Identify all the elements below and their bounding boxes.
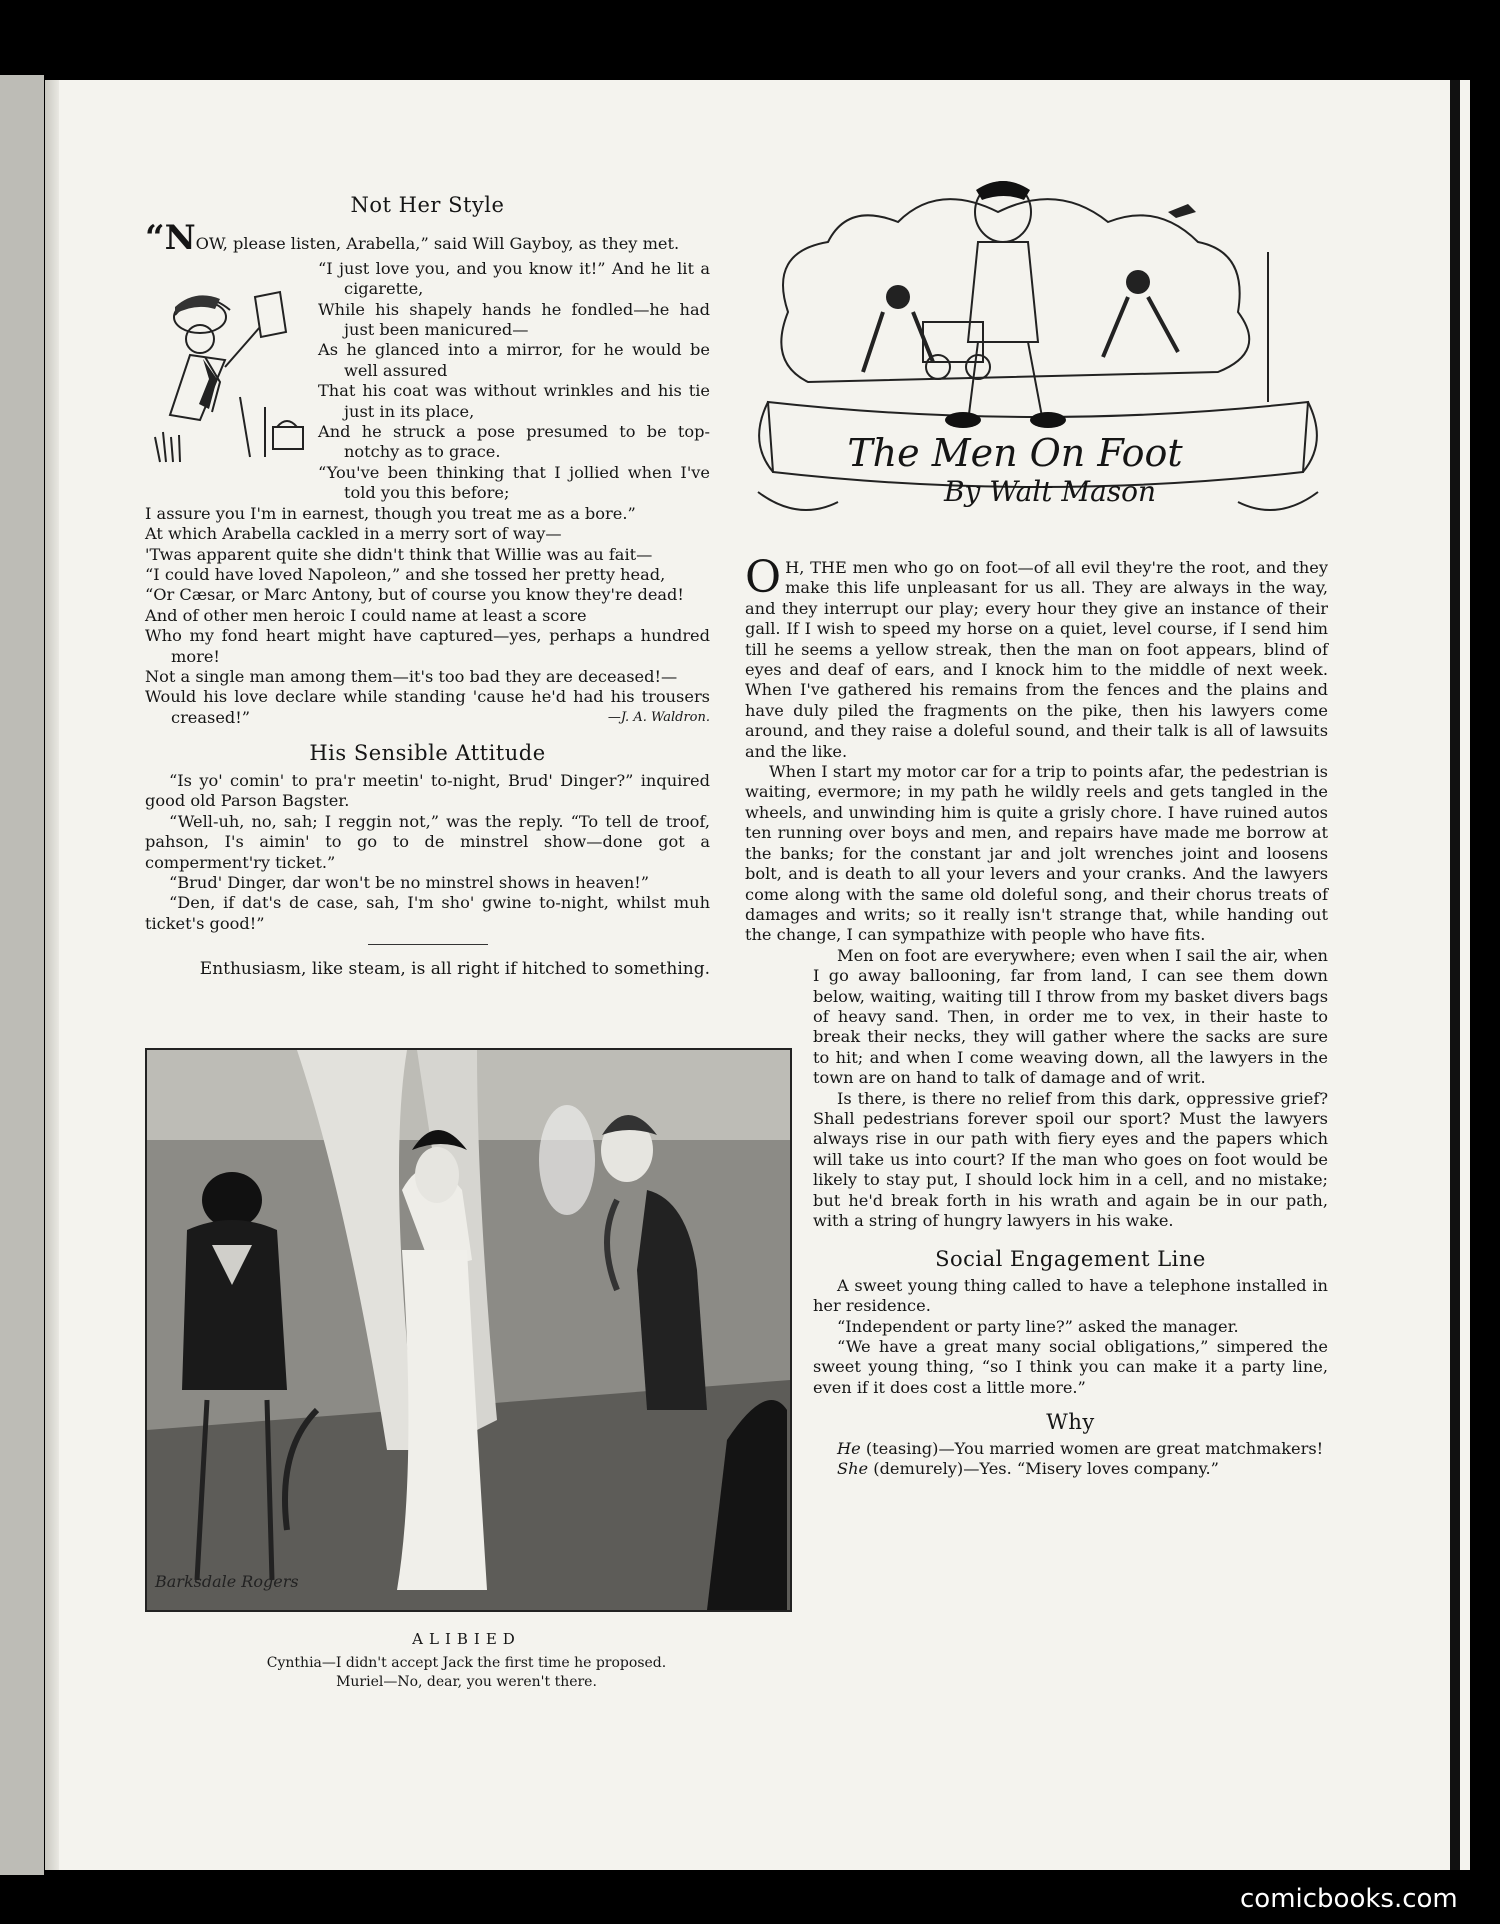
men-on-foot-paragraph: Men on foot are everywhere; even when I sail the air, when I go away ballooning, far from land, I can see them down below, waiting, waiting till I throw from my basket divers bags of heavy sand. Then, in order me to vex, in their haste to break their necks, they will gather where the sacks are sure to hit; and when I come weaving down, all the lawyers in the town are on hand to talk of damage and of writ. <box>813 945 1328 1088</box>
men-on-foot-title: The Men On Foot <box>847 431 1183 475</box>
poem-line: At which Arabella cackled in a merry sort of way— <box>145 524 562 544</box>
artist-signature: Barksdale Rogers <box>155 1572 299 1591</box>
social-title: Social Engagement Line <box>935 1247 1206 1272</box>
page-left-edge <box>0 75 44 1875</box>
poem-line: I assure you I'm in earnest, though you treat me as a bore.” <box>145 503 636 523</box>
poem-first-line-text: OW, please listen, Arabella,” said Will Gayboy, as they met. <box>195 234 680 254</box>
sensible-paragraph: “Well-uh, no, sah; I reggin not,” was the reply. “To tell de troof, pahson, I's aimin' to go to de minstrel show—done got a comperment'ry ticket.” <box>145 811 710 872</box>
poem-title: Not Her Style <box>350 193 505 217</box>
poem-line: And of other men heroic I could name at least a score <box>145 605 587 625</box>
sensible-paragraph: “Is yo' comin' to pra'r meetin' to-night, Brud' Dinger?” inquired good old Parson Bagster. <box>145 770 710 811</box>
sensible-paragraph: “Den, if dat's de case, sah, I'm sho' gwine to-night, whilst muh ticket's good!” <box>145 893 710 933</box>
men-on-foot-paragraph <box>745 552 1328 762</box>
illustration-caption-line: Cynthia—I didn't accept Jack the first time he proposed. <box>266 1655 667 1671</box>
poem-line: While his shapely hands he fondled—he had just been manicured— <box>318 299 710 340</box>
poem-signature: —J. A. Waldron. <box>607 710 710 726</box>
social-paragraph: A sweet young thing called to have a telephone installed in her residence. <box>813 1275 1328 1316</box>
page-right-edge <box>1450 80 1460 1870</box>
social-paragraph: “We have a great many social obligations,” simpered the sweet young thing, “so I think you can make it a party line, even if it does cost a little more.” <box>813 1337 1328 1397</box>
sensible-paragraph: “Brud' Dinger, dar won't be no minstrel shows in heaven!” <box>169 873 650 892</box>
poem-line: And he struck a pose presumed to be top-notchy as to grace. <box>318 422 710 462</box>
poem-lines-full <box>145 504 710 729</box>
why-she-text: (demurely)—Yes. “Misery loves company.” <box>868 1459 1219 1479</box>
gayboy-illustration <box>145 277 310 469</box>
poem-line: “Or Cæsar, or Marc Antony, but of course you know they're dead! <box>145 585 684 605</box>
why-she-line <box>813 1459 1328 1479</box>
poem-section <box>145 218 710 728</box>
poem-first-line <box>145 218 710 259</box>
left-column <box>145 195 710 980</box>
why-he-label: He <box>837 1438 861 1458</box>
page-fold-shadow <box>45 80 59 1870</box>
site-watermark: comicbooks.com <box>1240 1884 1458 1914</box>
why-he-line <box>813 1439 1328 1459</box>
poem-open-quote: “ <box>145 218 165 259</box>
poem-drop-letter: N <box>164 218 196 259</box>
poem-line: 'Twas apparent quite she didn't think that Willie was au fait— <box>145 544 653 564</box>
men-on-foot-drop-cap: O <box>745 552 782 603</box>
poem-line: As he glanced into a mirror, for he would be well assured <box>318 340 710 380</box>
short-items <box>745 1249 1328 1479</box>
poem-line: Not a single man among them—it's too bad they are deceased!— <box>145 666 678 686</box>
dressing-room-illustration <box>145 1048 792 1612</box>
section-divider <box>368 944 488 945</box>
illustration-caption-line: Muriel—No, dear, you weren't there. <box>336 1674 597 1690</box>
men-on-foot-paragraph: When I start my motor car for a trip to points afar, the pedestrian is waiting, evermore; in my path he wildly reels and gets tangled in the wheels, and unwinding him is quite a grisly chore. I have ruined autos ten running over boys and men, and repairs have made me borrow at the banks; for the constant jar and jolt wrenches joint and loosens bolt, and is death to all your levers and your cranks. And the lawyers come along with the same old doleful song, and their chorus treats of damages and writs; so it really isn't strange that, while handing out the change, I can sympathize with people who have fits. <box>745 762 1328 945</box>
poem-line: “You've been thinking that I jollied when I've told you this before; <box>318 462 710 503</box>
poem-line: Who my fond heart might have captured—yes, perhaps a hundred more! <box>145 626 710 666</box>
social-paragraph: “Independent or party line?” asked the manager. <box>837 1316 1239 1336</box>
poem-line: That his coat was without wrinkles and his tie just in its place, <box>318 381 710 421</box>
men-on-foot-paragraph-text: H, THE men who go on foot—of all evil they're the root, and they make this life unpleasant for us all. They are always in the way, and they interrupt our play; every hour they give an instance of their gall. If I wish to speed my horse on a quiet, level course, if I send him till he seems a yellow streak, then the man on foot appears, blind of eyes and deaf of ears, and I knock him to the middle of next week. When I've gathered his remains from the fences and the plains and have duly piled the fragments on the pike, then his lawyers come around, and they raise a doleful sound, and their talk is all of lawsuits and the like. <box>745 558 1328 761</box>
why-she-label: She <box>837 1459 869 1479</box>
illustration-caption-title: ALIBIED <box>412 1630 521 1648</box>
why-he-text: (teasing)—You married women are great matchmakers! <box>860 1438 1324 1458</box>
poem-line: “I could have loved Napoleon,” and she tossed her pretty head, <box>145 564 666 584</box>
enthusiasm-quip: Enthusiasm, like steam, is all right if hitched to something. <box>199 959 710 980</box>
poem-line: “I just love you, and you know it!” And he lit a cigarette, <box>318 258 710 299</box>
sensible-title: His Sensible Attitude <box>309 740 546 765</box>
poem-line: Would his love declare while standing 'cause he'd had his trousers creased!” <box>145 687 710 727</box>
right-column <box>745 552 1328 1479</box>
men-on-foot-byline: By Walt Mason <box>943 475 1157 508</box>
men-on-foot-paragraph: Is there, is there no relief from this dark, oppressive grief? Shall pedestrians forever spoil our sport? Must the lawyers always rise in our path with fiery eyes and the papers which will take us into court? If the man who goes on foot would be likely to stay put, I should lock him in a cell, and no mistake; but he'd break forth in his wrath and again be in our path, with a string of hungry lawyers in his wake. <box>813 1088 1328 1230</box>
why-title: Why <box>1046 1410 1095 1435</box>
